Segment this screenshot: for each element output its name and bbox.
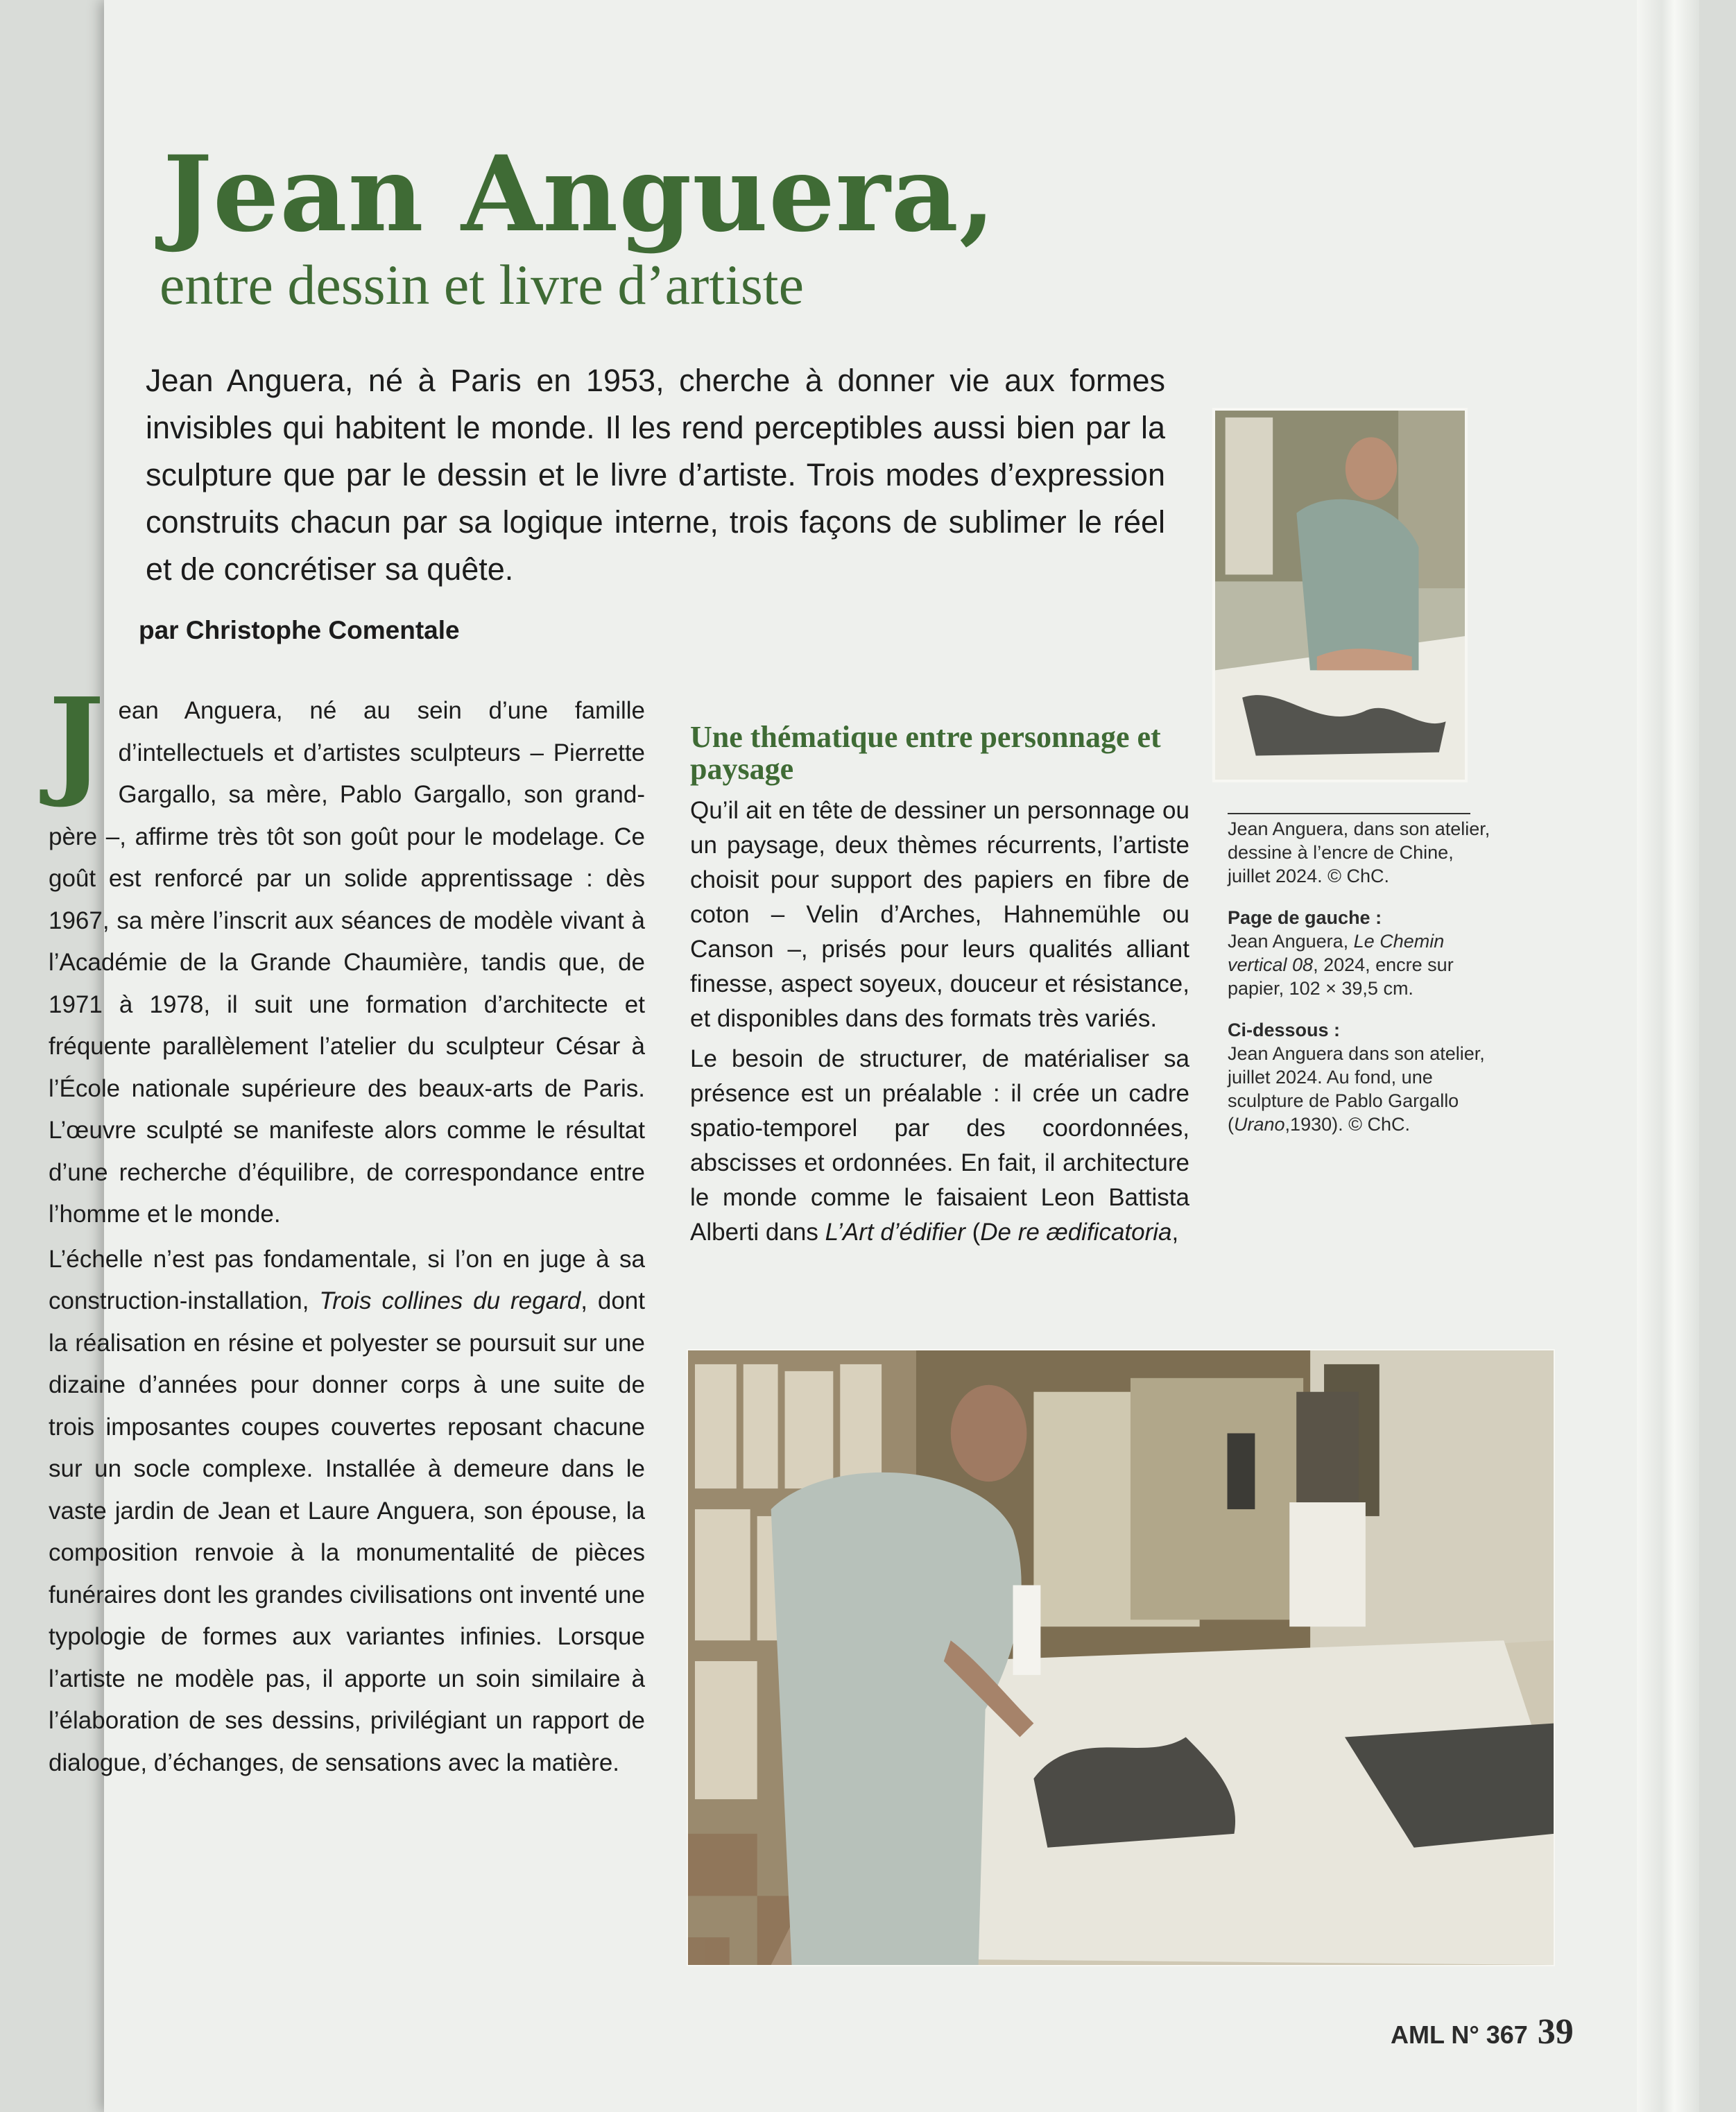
caption-label: Page de gauche : <box>1228 907 1382 928</box>
paragraph-text: , <box>1171 1219 1179 1246</box>
paragraph-text: ( <box>965 1219 981 1246</box>
caption-top-photo: Jean Anguera, dans son atelier, dessine à l’encre de Chine, juillet 2024. © ChC. <box>1228 818 1490 886</box>
paragraph-text: ean Anguera, né au sein d’une famille d’intellectuels et d’artistes sculpteurs – Pierrette Gargallo, sa mère, Pablo Gargallo, son grand-père –, affirme très tôt son goût pour le modelage. Ce goût est renforcé par un solide apprentissage : dès 1967, sa mère l’inscrit aux séances de modèle vivant à l’Académie de la Grande Chaumière, tandis que, de 1971 à 1978, il suit une formation d’architecte et fréquente parallèlement l’atelier du sculpteur César à l’École nationale supérieure des beaux-arts de Paris. L’œuvre sculpté se manifeste alors comme le résultat d’une recherche d’équilibre, de correspondance entre l’homme et le monde. <box>49 697 645 1228</box>
caption-text: Jean Anguera, <box>1228 931 1354 952</box>
caption-below <box>1228 1018 1491 1136</box>
article-subtitle: entre dessin et livre d’artiste <box>160 253 804 316</box>
column-left <box>49 672 645 1787</box>
paragraph-text: Le besoin de structurer, de matérialiser sa présence est un préalable : il crée un cadre spatio-temporel par des coordonnées, abscisses et ordonnées. En fait, il architecture le monde comme le faisaient Leon Battista Alberti dans <box>690 1045 1189 1246</box>
caption-left-page <box>1228 906 1491 1000</box>
paragraph <box>49 1239 645 1785</box>
paragraph: Qu’il ait en tête de dessiner un personnage ou un paysage, deux thèmes récurrents, l’artiste choisit pour support des papiers en fibre de coton – Velin d’Arches, Hahnemühle ou Canson –, prisés pour leurs qualités alliant finesse, aspect soyeux, douceur et résistance, et disponibles dans des formats très variés. <box>690 797 1189 1032</box>
caption-label: Ci-dessous : <box>1228 1020 1341 1040</box>
artwork-title: Le Chemin vertical 08 <box>1228 931 1445 975</box>
artwork-title: Trois collines du regard <box>319 1287 581 1314</box>
byline: par Christophe Comentale <box>139 616 460 644</box>
photo-artist-drawing <box>1212 408 1468 782</box>
paragraph <box>690 1042 1189 1250</box>
page-folio <box>1391 2011 1574 2052</box>
caption-text: ,1930). © ChC. <box>1284 1114 1411 1135</box>
article-lead: Jean Anguera, né à Paris en 1953, cherche à donner vie aux formes invisibles qui habitent le monde. Il les rend perceptibles aussi bien par la sculpture que par le dessin et le livre d’artiste. Trois modes d’expression construits chacun par sa logique interne, trois façons de sublimer le réel et de concrétiser sa quête. <box>146 363 1165 587</box>
paragraph-text: , dont la réalisation en résine et polyester se poursuit sur une dizaine d’années pour donner corps à une suite de trois imposantes coupes couvertes reposant chacune sur un socle complexe. Installée à demeure dans le vaste jardin de Jean et Laure Anguera, son épouse, la composition renvoie à la monumentalité de pièces funéraires dont les grandes civilisations ont inventé une typologie de formes aux variantes infinies. Lorsque l’artiste ne modèle pas, il apporte un soin similaire à l’élaboration de ses dessins, privilégiant un rapport de dialogue, d’échanges, de sensations avec la matière. <box>49 1287 645 1776</box>
caption-text: Jean Anguera dans son atelier, juillet 2024. Au fond, une sculpture de Pablo Gargallo ( <box>1228 1043 1485 1135</box>
caption-text: , 2024, encre sur papier, 102 × 39,5 cm. <box>1228 954 1454 999</box>
caption-divider <box>1228 813 1470 814</box>
article-title: Jean Anguera, <box>163 133 997 255</box>
photo-captions <box>1228 817 1491 1154</box>
column-right <box>690 721 1189 1255</box>
page-number: 39 <box>1537 2012 1574 2052</box>
drop-cap: J <box>49 672 105 811</box>
book-title: L’Art d’édifier <box>825 1219 965 1246</box>
book-title-latin: De re ædificatoria <box>980 1219 1172 1246</box>
photo-artist-studio <box>687 1349 1555 1966</box>
section-heading: Une thématique entre personnage et paysage <box>690 720 1161 786</box>
artwork-title: Urano <box>1234 1114 1285 1135</box>
page-edge <box>1637 0 1699 2112</box>
magazine-issue: AML N° 367 <box>1391 2020 1528 2049</box>
paragraph <box>49 672 645 1236</box>
paragraph-text: L’échelle n’est pas fondamentale, si l’on en juge à sa construction-installation, <box>49 1245 645 1314</box>
